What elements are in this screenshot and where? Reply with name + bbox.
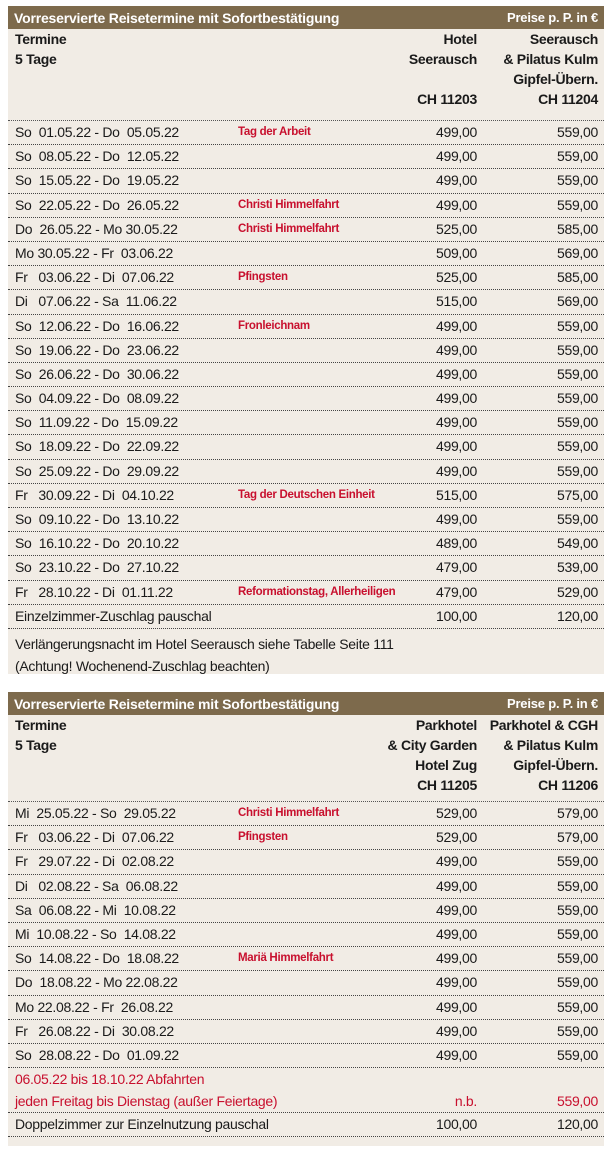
price-cell: 559,00 [556, 1022, 598, 1039]
price-cell: 559,00 [556, 462, 598, 479]
price-cell: 559,00 [556, 414, 598, 431]
row-date: Sa 06.08.22 - Mi 10.08.22 [15, 901, 176, 918]
row-date: So 25.09.22 - Do 29.09.22 [15, 462, 179, 479]
row-date: So 12.06.22 - Do 16.06.22 [15, 317, 179, 334]
departures-range: 06.05.22 bis 18.10.22 Abfahrten [15, 1071, 205, 1088]
table-row [8, 923, 604, 947]
row-label: Doppelzimmer zur Einzelnutzung pauschal [15, 1116, 269, 1133]
price-cell: 529,00 [435, 829, 477, 846]
table-row [8, 169, 604, 193]
table-title: Vorreservierte Reisetermine mit Sofortbestätigung [14, 695, 340, 712]
price-cell: 575,00 [556, 486, 598, 503]
price-cell: 559,00 [556, 998, 598, 1015]
table-row [8, 121, 604, 145]
price-cell: 549,00 [556, 535, 598, 552]
holiday-label: Fronleichnam [238, 319, 310, 332]
price-cell: 559,00 [556, 172, 598, 189]
table-row [8, 826, 604, 850]
extension-note: Verlängerungsnacht im Hotel Seerausch siehe Tabelle Seite 111 [15, 635, 394, 652]
price-cell: 499,00 [435, 148, 477, 165]
row-date: So 15.05.22 - Do 19.05.22 [15, 172, 179, 189]
holiday-label: Tag der Arbeit [238, 126, 311, 138]
table-row [8, 581, 604, 605]
table-row [8, 242, 604, 266]
row-date: So 18.09.22 - Do 22.09.22 [15, 438, 179, 455]
price-cell: 499,00 [435, 877, 477, 894]
row-date: Fr 26.08.22 - Di 30.08.22 [15, 1022, 174, 1039]
table-row [8, 802, 604, 826]
table-title: Vorreservierte Reisetermine mit Sofortbestätigung [14, 9, 340, 26]
table-header-bar [8, 6, 604, 29]
holiday-label: Christi Himmelfahrt [238, 198, 340, 211]
price-cell: 499,00 [435, 925, 477, 942]
row-date: Fr 29.07.22 - Di 02.08.22 [15, 853, 174, 870]
table-row [8, 411, 604, 435]
row-date: Fr 03.06.22 - Di 07.06.22 [15, 269, 174, 286]
table-row [8, 435, 604, 459]
row-date: So 19.06.22 - Do 23.06.22 [15, 341, 179, 358]
price-cell: 120,00 [556, 607, 598, 624]
col-termine: Termine 5 Tage [15, 717, 67, 753]
table-row [8, 508, 604, 532]
price-cell: 579,00 [556, 805, 598, 821]
price-cell: 499,00 [435, 317, 477, 334]
row-date: Di 02.08.22 - Sa 06.08.22 [15, 877, 178, 894]
price-cell: 499,00 [435, 1046, 477, 1063]
price-cell: 529,00 [556, 583, 598, 600]
price-cell: 499,00 [435, 341, 477, 358]
price-cell: 585,00 [556, 220, 598, 237]
row-date: Di 07.06.22 - Sa 11.06.22 [15, 293, 177, 310]
col-seerausch-pilatus: Seerausch & Pilatus Kulm Gipfel-Übern. CH 11204 [503, 31, 598, 107]
price-cell: 559,00 [556, 390, 598, 407]
price-cell: 559,00 [556, 1093, 598, 1110]
single-use-row [8, 1113, 604, 1137]
holiday-label: Mariä Himmelfahrt [238, 952, 334, 965]
price-cell: 539,00 [556, 559, 598, 576]
table-row [8, 218, 604, 242]
table-row [8, 899, 604, 923]
price-cell: 559,00 [556, 511, 598, 527]
table-row [8, 266, 604, 290]
price-cell: 120,00 [556, 1116, 598, 1133]
price-cell: 529,00 [435, 805, 477, 821]
col-termine: Termine 5 Tage [15, 31, 67, 67]
row-date: So 14.08.22 - Do 18.08.22 [15, 950, 179, 967]
price-cell: 525,00 [435, 220, 477, 237]
price-cell: 559,00 [556, 901, 598, 918]
column-headers [8, 29, 604, 121]
price-cell: 499,00 [435, 974, 477, 991]
row-date: So 08.05.22 - Do 12.05.22 [15, 148, 179, 165]
table-body [8, 802, 604, 1068]
table-row [8, 971, 604, 995]
price-table-2 [8, 692, 604, 1146]
price-cell: 559,00 [556, 341, 598, 358]
price-table-1 [8, 6, 604, 674]
table-row [8, 875, 604, 899]
table-header-bar [8, 692, 604, 715]
price-cell: 499,00 [435, 414, 477, 431]
price-cell: 499,00 [435, 511, 477, 527]
row-date: So 01.05.22 - Do 05.05.22 [15, 124, 179, 140]
table-row [8, 850, 604, 874]
row-date: Fr 30.09.22 - Di 04.10.22 [15, 486, 174, 503]
price-cell: 585,00 [556, 269, 598, 286]
row-date: So 16.10.22 - Do 20.10.22 [15, 535, 179, 552]
price-cell: 499,00 [435, 462, 477, 479]
price-cell: 509,00 [435, 244, 477, 261]
price-cell: 559,00 [556, 877, 598, 894]
price-cell: 499,00 [435, 196, 477, 213]
row-date: Mo 30.05.22 - Fr 03.06.22 [15, 244, 173, 261]
weekly-departures-row [8, 1068, 604, 1113]
price-cell: 559,00 [556, 365, 598, 382]
table-row [8, 556, 604, 580]
col-hotel-seerausch: Hotel Seerausch CH 11203 [408, 31, 477, 107]
table-body [8, 121, 604, 629]
price-cell: 559,00 [556, 925, 598, 942]
column-headers [8, 715, 604, 802]
price-cell: 479,00 [435, 583, 477, 600]
table-row [8, 145, 604, 169]
table-row [8, 484, 604, 508]
price-cell: 579,00 [556, 829, 598, 846]
departures-days: jeden Freitag bis Dienstag (außer Feiertage) [15, 1093, 278, 1110]
price-cell: 100,00 [435, 607, 477, 624]
row-date: So 28.08.22 - Do 01.09.22 [15, 1046, 179, 1063]
price-cell: 499,00 [435, 124, 477, 140]
price-cell: 525,00 [435, 269, 477, 286]
table-row [8, 1044, 604, 1068]
holiday-label: Pfingsten [238, 831, 288, 844]
table-row [8, 947, 604, 971]
table-row [8, 996, 604, 1020]
table-row [8, 605, 604, 629]
row-date: Fr 28.10.22 - Di 01.11.22 [15, 583, 173, 600]
price-cell: 559,00 [556, 196, 598, 213]
holiday-label: Christi Himmelfahrt [238, 222, 340, 235]
price-cell: 515,00 [435, 293, 477, 310]
price-note: Preise p. P. in € [506, 10, 598, 25]
price-cell: 499,00 [435, 365, 477, 382]
row-date: So 11.09.22 - Do 15.09.22 [15, 414, 178, 431]
row-date: So 23.10.22 - Do 27.10.22 [15, 559, 179, 576]
table-row [8, 315, 604, 339]
price-cell: 559,00 [556, 1046, 598, 1063]
table-row [8, 532, 604, 556]
col-parkhotel-city-garden: Parkhotel & City Garden Hotel Zug CH 11205 [387, 717, 477, 793]
table-row [8, 290, 604, 314]
row-date: Do 26.05.22 - Mo 30.05.22 [15, 220, 178, 237]
price-cell: 569,00 [556, 244, 598, 261]
price-cell: n.b. [454, 1093, 477, 1110]
row-date: So 22.05.22 - Do 26.05.22 [15, 196, 179, 213]
holiday-label: Tag der Deutschen Einheit [238, 488, 375, 501]
row-date: So 26.06.22 - Do 30.06.22 [15, 365, 179, 382]
row-date: Mo 22.08.22 - Fr 26.08.22 [15, 998, 173, 1015]
row-date: Mi 25.05.22 - So 29.05.22 [15, 805, 176, 821]
table-row [8, 460, 604, 484]
col-parkhotel-pilatus: Parkhotel & CGH & Pilatus Kulm Gipfel-Übern. CH 11206 [489, 717, 598, 793]
price-cell: 559,00 [556, 438, 598, 455]
price-cell: 559,00 [556, 148, 598, 165]
price-cell: 559,00 [556, 124, 598, 140]
price-cell: 499,00 [435, 390, 477, 407]
price-cell: 499,00 [435, 1022, 477, 1039]
price-cell: 559,00 [556, 317, 598, 334]
table-row [8, 194, 604, 218]
price-cell: 499,00 [435, 853, 477, 870]
price-cell: 499,00 [435, 438, 477, 455]
row-date: Fr 03.06.22 - Di 07.06.22 [15, 829, 174, 846]
price-cell: 559,00 [556, 974, 598, 991]
price-cell: 489,00 [435, 535, 477, 552]
price-cell: 515,00 [435, 486, 477, 503]
price-note: Preise p. P. in € [506, 696, 598, 711]
price-cell: 559,00 [556, 950, 598, 967]
price-cell: 569,00 [556, 293, 598, 310]
table-row [8, 1020, 604, 1044]
table-row [8, 387, 604, 411]
row-date: Einzelzimmer-Zuschlag pauschal [15, 607, 212, 624]
row-date: So 09.10.22 - Do 13.10.22 [15, 511, 179, 527]
price-cell: 559,00 [556, 853, 598, 870]
row-date: So 04.09.22 - Do 08.09.22 [15, 390, 179, 407]
price-cell: 479,00 [435, 559, 477, 576]
price-cell: 499,00 [435, 998, 477, 1015]
holiday-label: Pfingsten [238, 271, 288, 284]
price-cell: 499,00 [435, 172, 477, 189]
row-date: Do 18.08.22 - Mo 22.08.22 [15, 974, 178, 991]
table-row [8, 339, 604, 363]
holiday-label: Reformationstag, Allerheiligen [238, 585, 396, 598]
price-cell: 499,00 [435, 901, 477, 918]
table-row [8, 363, 604, 387]
holiday-label: Christi Himmelfahrt [238, 807, 340, 819]
row-date: Mi 10.08.22 - So 14.08.22 [15, 925, 176, 942]
price-cell: 499,00 [435, 950, 477, 967]
weekend-note: (Achtung! Wochenend-Zuschlag beachten) [15, 657, 270, 674]
price-cell: 100,00 [435, 1116, 477, 1133]
